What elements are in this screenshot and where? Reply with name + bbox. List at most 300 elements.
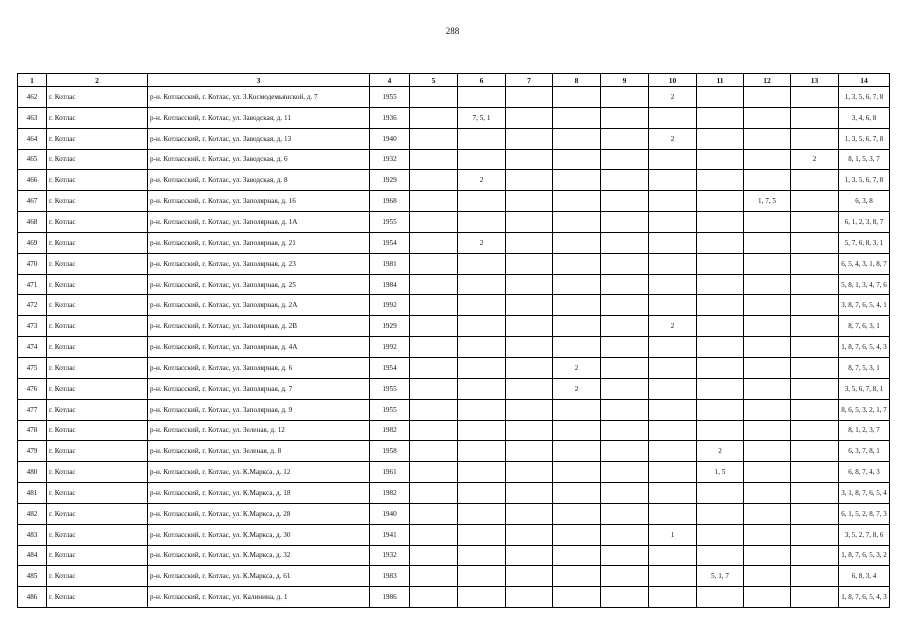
table-cell-col-5	[410, 378, 458, 399]
table-cell-col-4: 1992	[370, 337, 410, 358]
table-cell-col-10	[649, 420, 697, 441]
table-cell-col-10: 2	[649, 316, 697, 337]
table-cell-col-5	[410, 191, 458, 212]
table-cell-col-6	[458, 149, 506, 170]
table-cell-col-2: г. Котлас	[47, 503, 148, 524]
table-cell-col-7	[506, 87, 553, 108]
table-cell-col-11	[697, 232, 744, 253]
table-cell-col-9	[601, 107, 649, 128]
table-cell-col-13	[791, 420, 839, 441]
table-cell-col-13	[791, 170, 839, 191]
table-cell-col-2: г. Котлас	[47, 170, 148, 191]
table-cell-col-10	[649, 337, 697, 358]
table-cell-col-4: 1954	[370, 232, 410, 253]
table-cell-col-6: 7, 5, 1	[458, 107, 506, 128]
table-cell-col-3: р-н. Котласский, г. Котлас, ул. Зеленая, д. 12	[148, 420, 370, 441]
table-cell-col-10	[649, 503, 697, 524]
table-cell-col-14: 3, 5, 6, 7, 8, 1	[839, 378, 890, 399]
table-cell-col-4: 1958	[370, 441, 410, 462]
table-cell-col-8	[553, 107, 601, 128]
column-header-12: 12	[744, 74, 791, 87]
table-cell-col-11	[697, 191, 744, 212]
table-cell-col-11	[697, 420, 744, 441]
table-cell-col-2: г. Котлас	[47, 524, 148, 545]
table-cell-col-13	[791, 107, 839, 128]
table-cell-col-3: р-н. Котласский, г. Котлас, ул. Заполярная, д. 4А	[148, 337, 370, 358]
table-cell-col-6	[458, 212, 506, 233]
table-cell-col-2: г. Котлас	[47, 212, 148, 233]
table-cell-col-11	[697, 107, 744, 128]
table-cell-col-2: г. Котлас	[47, 357, 148, 378]
table-cell-col-9	[601, 587, 649, 608]
table-cell-col-6	[458, 420, 506, 441]
table-cell-col-5	[410, 566, 458, 587]
table-cell-col-13	[791, 128, 839, 149]
table-cell-col-11	[697, 587, 744, 608]
table-cell-col-4: 1981	[370, 253, 410, 274]
table-cell-col-1: 469	[18, 232, 47, 253]
table-row	[18, 316, 890, 337]
column-header-3: 3	[148, 74, 370, 87]
table-cell-col-4: 1955	[370, 378, 410, 399]
table-row	[18, 191, 890, 212]
table-row	[18, 420, 890, 441]
table-cell-col-2: г. Котлас	[47, 128, 148, 149]
table-cell-col-13	[791, 232, 839, 253]
table-cell-col-12	[744, 316, 791, 337]
table-cell-col-10	[649, 149, 697, 170]
table-cell-col-6	[458, 587, 506, 608]
table-row	[18, 378, 890, 399]
table-cell-col-2: г. Котлас	[47, 587, 148, 608]
table-cell-col-9	[601, 295, 649, 316]
table-cell-col-7	[506, 191, 553, 212]
table-cell-col-4: 1955	[370, 212, 410, 233]
table-row	[18, 212, 890, 233]
table-cell-col-14: 3, 8, 7, 6, 5, 4, 1	[839, 295, 890, 316]
table-cell-col-6	[458, 316, 506, 337]
table-cell-col-14: 8, 7, 6, 3, 1	[839, 316, 890, 337]
table-cell-col-4: 1982	[370, 420, 410, 441]
table-cell-col-14: 6, 1, 2, 3, 8, 7	[839, 212, 890, 233]
table-row	[18, 399, 890, 420]
table-cell-col-2: г. Котлас	[47, 483, 148, 504]
table-cell-col-3: р-н. Котласский, г. Котлас, ул. Заполярная, д. 25	[148, 274, 370, 295]
table-cell-col-4: 1992	[370, 295, 410, 316]
column-header-5: 5	[410, 74, 458, 87]
table-cell-col-5	[410, 295, 458, 316]
table-cell-col-5	[410, 524, 458, 545]
table-cell-col-11	[697, 357, 744, 378]
table-cell-col-4: 1955	[370, 399, 410, 420]
table-cell-col-13	[791, 357, 839, 378]
header-row	[18, 74, 890, 87]
table-cell-col-9	[601, 503, 649, 524]
table-cell-col-14: 1, 3, 5, 6, 7, 8	[839, 128, 890, 149]
table-cell-col-12	[744, 107, 791, 128]
table-cell-col-1: 480	[18, 462, 47, 483]
table-cell-col-5	[410, 587, 458, 608]
table-cell-col-4: 1961	[370, 462, 410, 483]
table-cell-col-4: 1932	[370, 149, 410, 170]
table-cell-col-7	[506, 107, 553, 128]
table-cell-col-2: г. Котлас	[47, 232, 148, 253]
table-cell-col-13	[791, 524, 839, 545]
table-cell-col-14: 1, 3, 5, 6, 7, 8	[839, 170, 890, 191]
table-cell-col-3: р-н. Котласский, г. Котлас, ул. Заводская, д. 6	[148, 149, 370, 170]
table-cell-col-2: г. Котлас	[47, 253, 148, 274]
table-cell-col-2: г. Котлас	[47, 462, 148, 483]
table-cell-col-14: 8, 6, 5, 3, 2, 1, 7	[839, 399, 890, 420]
table-cell-col-5	[410, 128, 458, 149]
table-cell-col-4: 1983	[370, 566, 410, 587]
table-cell-col-12	[744, 441, 791, 462]
table-cell-col-7	[506, 253, 553, 274]
table-cell-col-7	[506, 483, 553, 504]
table-cell-col-9	[601, 316, 649, 337]
table-cell-col-13	[791, 253, 839, 274]
table-cell-col-4: 1941	[370, 524, 410, 545]
table-cell-col-2: г. Котлас	[47, 420, 148, 441]
table-cell-col-13	[791, 441, 839, 462]
table-cell-col-10	[649, 399, 697, 420]
table-cell-col-8: 2	[553, 357, 601, 378]
table-cell-col-13	[791, 378, 839, 399]
table-cell-col-11	[697, 483, 744, 504]
table-cell-col-10	[649, 170, 697, 191]
table-cell-col-9	[601, 170, 649, 191]
table-cell-col-4: 1940	[370, 128, 410, 149]
table-cell-col-2: г. Котлас	[47, 295, 148, 316]
table-cell-col-14: 8, 7, 5, 3, 1	[839, 357, 890, 378]
table-cell-col-14: 3, 5, 2, 7, 8, 6	[839, 524, 890, 545]
table-cell-col-12	[744, 566, 791, 587]
table-cell-col-10	[649, 295, 697, 316]
table-cell-col-3: р-н. Котласский, г. Котлас, ул. Заполярная, д. 6	[148, 357, 370, 378]
table-cell-col-2: г. Котлас	[47, 316, 148, 337]
table-cell-col-4: 1932	[370, 545, 410, 566]
table-row	[18, 462, 890, 483]
table-cell-col-12	[744, 253, 791, 274]
table-cell-col-7	[506, 295, 553, 316]
table-cell-col-14: 6, 3, 7, 8, 1	[839, 441, 890, 462]
table-cell-col-4: 1929	[370, 170, 410, 191]
table-cell-col-6	[458, 337, 506, 358]
table-cell-col-4: 1968	[370, 191, 410, 212]
table-cell-col-14: 8, 1, 2, 3, 7	[839, 420, 890, 441]
table-cell-col-12	[744, 545, 791, 566]
table-cell-col-1: 466	[18, 170, 47, 191]
table-cell-col-11	[697, 170, 744, 191]
table-cell-col-7	[506, 170, 553, 191]
table-cell-col-1: 483	[18, 524, 47, 545]
table-cell-col-5	[410, 441, 458, 462]
table-cell-col-10	[649, 191, 697, 212]
table-cell-col-7	[506, 316, 553, 337]
table-cell-col-13: 2	[791, 149, 839, 170]
table-cell-col-11	[697, 337, 744, 358]
table-cell-col-8	[553, 149, 601, 170]
column-header-4: 4	[370, 74, 410, 87]
table-cell-col-5	[410, 87, 458, 108]
table-cell-col-11	[697, 253, 744, 274]
table-row	[18, 87, 890, 108]
table-cell-col-10	[649, 212, 697, 233]
table-cell-col-10	[649, 232, 697, 253]
table-cell-col-3: р-н. Котласский, г. Котлас, ул. Зеленая, д. 8	[148, 441, 370, 462]
table-cell-col-11: 1, 5	[697, 462, 744, 483]
table-cell-col-8	[553, 170, 601, 191]
table-cell-col-8	[553, 483, 601, 504]
table-cell-col-8	[553, 274, 601, 295]
table-cell-col-14: 6, 3, 8	[839, 191, 890, 212]
table-cell-col-14: 3, 1, 8, 7, 6, 5, 4	[839, 483, 890, 504]
table-cell-col-6: 2	[458, 170, 506, 191]
table-cell-col-1: 473	[18, 316, 47, 337]
table-cell-col-1: 479	[18, 441, 47, 462]
table-cell-col-3: р-н. Котласский, г. Котлас, ул. Заводская, д. 8	[148, 170, 370, 191]
table-cell-col-1: 474	[18, 337, 47, 358]
table-cell-col-5	[410, 483, 458, 504]
table-cell-col-8	[553, 420, 601, 441]
table-cell-col-6: 2	[458, 232, 506, 253]
table-cell-col-5	[410, 170, 458, 191]
table-cell-col-2: г. Котлас	[47, 545, 148, 566]
table-cell-col-4: 1982	[370, 483, 410, 504]
table-cell-col-12	[744, 170, 791, 191]
table-cell-col-12	[744, 399, 791, 420]
table-cell-col-10	[649, 274, 697, 295]
table-cell-col-3: р-н. Котласский, г. Котлас, ул. З.Космодемьянской, д. 7	[148, 87, 370, 108]
table-cell-col-7	[506, 420, 553, 441]
table-cell-col-6	[458, 253, 506, 274]
table-cell-col-10: 2	[649, 87, 697, 108]
table-cell-col-10	[649, 566, 697, 587]
table-cell-col-7	[506, 274, 553, 295]
table-cell-col-8	[553, 587, 601, 608]
table-cell-col-3: р-н. Котласский, г. Котлас, ул. К.Маркса, д. 28	[148, 503, 370, 524]
table-cell-col-11: 5, 1, 7	[697, 566, 744, 587]
table-cell-col-14: 6, 1, 5, 2, 8, 7, 3	[839, 503, 890, 524]
table-cell-col-14: 8, 1, 5, 3, 7	[839, 149, 890, 170]
table-cell-col-1: 486	[18, 587, 47, 608]
table-cell-col-8	[553, 191, 601, 212]
table-cell-col-1: 470	[18, 253, 47, 274]
table-cell-col-6	[458, 524, 506, 545]
table-cell-col-6	[458, 566, 506, 587]
table-cell-col-7	[506, 357, 553, 378]
column-header-6: 6	[458, 74, 506, 87]
table-cell-col-2: г. Котлас	[47, 191, 148, 212]
table-cell-col-1: 484	[18, 545, 47, 566]
table-cell-col-1: 471	[18, 274, 47, 295]
table-cell-col-13	[791, 191, 839, 212]
table-cell-col-3: р-н. Котласский, г. Котлас, ул. Заводская, д. 13	[148, 128, 370, 149]
table-cell-col-7	[506, 462, 553, 483]
column-header-7: 7	[506, 74, 553, 87]
table-cell-col-4: 1955	[370, 87, 410, 108]
table-cell-col-5	[410, 462, 458, 483]
table-cell-col-7	[506, 378, 553, 399]
table-cell-col-4: 1984	[370, 274, 410, 295]
table-cell-col-9	[601, 253, 649, 274]
table-cell-col-6	[458, 483, 506, 504]
table-cell-col-8	[553, 253, 601, 274]
table-cell-col-1: 467	[18, 191, 47, 212]
table-cell-col-12	[744, 503, 791, 524]
table-cell-col-1: 462	[18, 87, 47, 108]
table-cell-col-4: 1936	[370, 107, 410, 128]
table-cell-col-14: 6, 5, 4, 3, 1, 8, 7	[839, 253, 890, 274]
table-cell-col-14: 6, 8, 7, 4, 3	[839, 462, 890, 483]
table-cell-col-9	[601, 545, 649, 566]
table-cell-col-9	[601, 337, 649, 358]
table-cell-col-14: 6, 8, 3, 4	[839, 566, 890, 587]
table-cell-col-6	[458, 378, 506, 399]
table-cell-col-12	[744, 274, 791, 295]
column-header-9: 9	[601, 74, 649, 87]
table-row	[18, 441, 890, 462]
table-row	[18, 170, 890, 191]
table-cell-col-10: 2	[649, 128, 697, 149]
table-cell-col-9	[601, 524, 649, 545]
table-cell-col-1: 468	[18, 212, 47, 233]
table-row	[18, 524, 890, 545]
table-cell-col-10	[649, 107, 697, 128]
column-header-13: 13	[791, 74, 839, 87]
register-table	[17, 73, 890, 608]
table-row	[18, 545, 890, 566]
table-cell-col-9	[601, 420, 649, 441]
table-cell-col-8	[553, 212, 601, 233]
table-cell-col-11	[697, 399, 744, 420]
table-cell-col-5	[410, 149, 458, 170]
table-cell-col-14: 1, 3, 5, 6, 7, 8	[839, 87, 890, 108]
table-cell-col-14: 3, 4, 6, 8	[839, 107, 890, 128]
table-cell-col-3: р-н. Котласский, г. Котлас, ул. Заполярная, д. 2А	[148, 295, 370, 316]
table-cell-col-11	[697, 87, 744, 108]
table-cell-col-9	[601, 212, 649, 233]
table-row	[18, 107, 890, 128]
table-cell-col-5	[410, 503, 458, 524]
table-cell-col-6	[458, 441, 506, 462]
table-cell-col-8	[553, 441, 601, 462]
table-cell-col-7	[506, 337, 553, 358]
table-cell-col-1: 463	[18, 107, 47, 128]
table-cell-col-3: р-н. Котласский, г. Котлас, ул. Заполярная, д. 16	[148, 191, 370, 212]
table-cell-col-9	[601, 149, 649, 170]
table-cell-col-12	[744, 232, 791, 253]
table-cell-col-10	[649, 545, 697, 566]
table-cell-col-2: г. Котлас	[47, 274, 148, 295]
table-cell-col-8	[553, 566, 601, 587]
table-cell-col-10: 1	[649, 524, 697, 545]
table-cell-col-13	[791, 295, 839, 316]
table-cell-col-8	[553, 545, 601, 566]
table-row	[18, 128, 890, 149]
table-cell-col-1: 477	[18, 399, 47, 420]
table-cell-col-7	[506, 503, 553, 524]
table-cell-col-6	[458, 503, 506, 524]
table-cell-col-9	[601, 399, 649, 420]
table-cell-col-9	[601, 357, 649, 378]
table-cell-col-7	[506, 441, 553, 462]
table-cell-col-5	[410, 399, 458, 420]
table-header	[18, 74, 890, 87]
table-cell-col-7	[506, 212, 553, 233]
table-cell-col-11	[697, 545, 744, 566]
table-cell-col-2: г. Котлас	[47, 107, 148, 128]
table-cell-col-13	[791, 212, 839, 233]
table-row	[18, 253, 890, 274]
table-cell-col-2: г. Котлас	[47, 399, 148, 420]
table-cell-col-9	[601, 462, 649, 483]
table-cell-col-1: 485	[18, 566, 47, 587]
table-cell-col-8	[553, 337, 601, 358]
table-cell-col-8	[553, 524, 601, 545]
table-cell-col-1: 478	[18, 420, 47, 441]
table-cell-col-1: 481	[18, 483, 47, 504]
table-cell-col-12	[744, 420, 791, 441]
table-cell-col-1: 482	[18, 503, 47, 524]
table-cell-col-5	[410, 274, 458, 295]
table-row	[18, 232, 890, 253]
table-cell-col-3: р-н. Котласский, г. Котлас, ул. К.Маркса, д. 61	[148, 566, 370, 587]
table-cell-col-1: 472	[18, 295, 47, 316]
table-cell-col-11	[697, 316, 744, 337]
table-cell-col-8	[553, 295, 601, 316]
table-cell-col-11: 2	[697, 441, 744, 462]
table-row	[18, 503, 890, 524]
table-row	[18, 337, 890, 358]
table-cell-col-5	[410, 420, 458, 441]
table-cell-col-6	[458, 87, 506, 108]
table-row	[18, 274, 890, 295]
table-cell-col-13	[791, 503, 839, 524]
table-cell-col-9	[601, 232, 649, 253]
table-cell-col-5	[410, 232, 458, 253]
table-cell-col-7	[506, 399, 553, 420]
table-cell-col-9	[601, 441, 649, 462]
table-row	[18, 149, 890, 170]
table-cell-col-14: 1, 8, 7, 6, 5, 4, 3	[839, 337, 890, 358]
table-row	[18, 587, 890, 608]
table-cell-col-13	[791, 87, 839, 108]
table-cell-col-3: р-н. Котласский, г. Котлас, ул. Калинина, д. 1	[148, 587, 370, 608]
table-cell-col-8: 2	[553, 378, 601, 399]
table-cell-col-10	[649, 483, 697, 504]
table-cell-col-3: р-н. Котласский, г. Котлас, ул. Заводская, д. 11	[148, 107, 370, 128]
table-cell-col-2: г. Котлас	[47, 337, 148, 358]
table-cell-col-8	[553, 399, 601, 420]
column-header-14: 14	[839, 74, 890, 87]
table-cell-col-9	[601, 128, 649, 149]
table-cell-col-12	[744, 378, 791, 399]
table-cell-col-4: 1954	[370, 357, 410, 378]
table-cell-col-6	[458, 295, 506, 316]
table-cell-col-7	[506, 545, 553, 566]
table-cell-col-3: р-н. Котласский, г. Котлас, ул. Заполярная, д. 9	[148, 399, 370, 420]
table-cell-col-6	[458, 545, 506, 566]
table-cell-col-10	[649, 462, 697, 483]
table-cell-col-10	[649, 357, 697, 378]
table-cell-col-9	[601, 566, 649, 587]
table-row	[18, 295, 890, 316]
table-cell-col-11	[697, 524, 744, 545]
table-cell-col-12	[744, 337, 791, 358]
table-cell-col-3: р-н. Котласский, г. Котлас, ул. Заполярная, д. 2В	[148, 316, 370, 337]
table-cell-col-13	[791, 587, 839, 608]
